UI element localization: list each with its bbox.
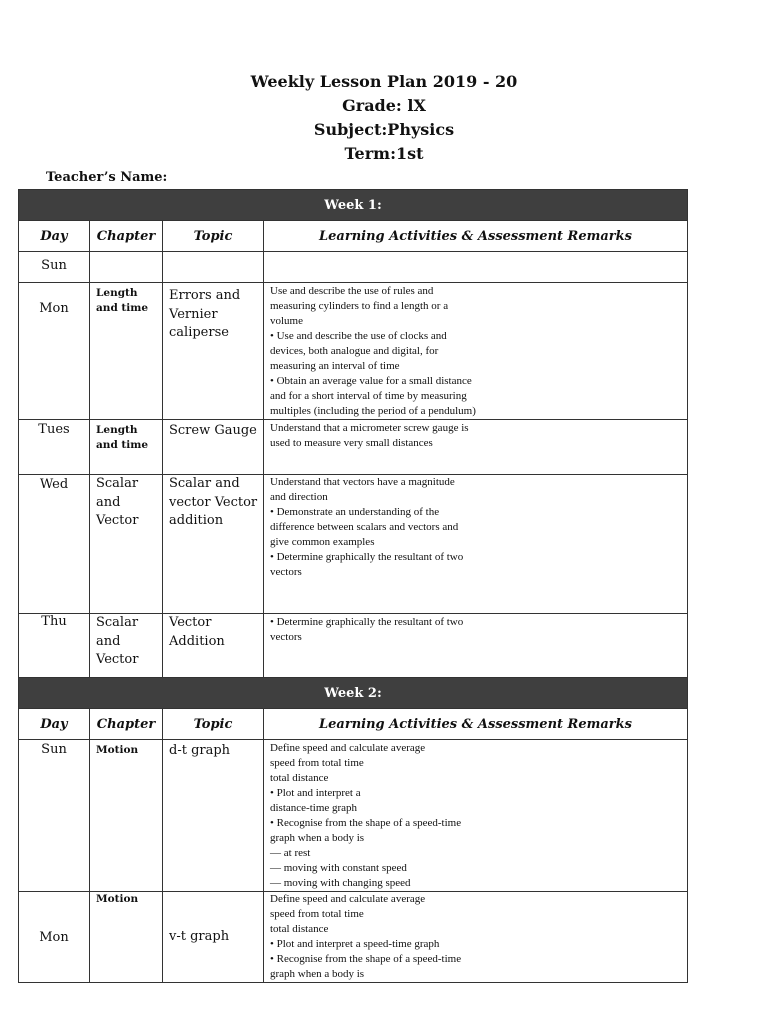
row-day: Wed <box>19 475 90 614</box>
col-day: Day <box>19 709 90 740</box>
row-topic: v-t graph <box>163 892 264 983</box>
row-topic: d-t graph <box>163 740 264 892</box>
week-1-title: Week 1: <box>19 190 688 221</box>
week-1-header <box>19 190 688 221</box>
lesson-plan-table <box>18 189 688 983</box>
row-chapter: Length and time <box>90 420 163 475</box>
doc-title: Weekly Lesson Plan 2019 - 20 <box>250 72 518 91</box>
row-topic: Scalar and vector Vector addition <box>163 475 264 614</box>
row-topic: Vector Addition <box>163 614 264 678</box>
row-activities <box>264 252 688 283</box>
row-chapter: Length and time <box>90 283 163 420</box>
row-day: Sun <box>19 252 90 283</box>
col-activities: Learning Activities & Assessment Remarks <box>264 709 688 740</box>
table-row <box>19 892 688 983</box>
row-topic <box>163 252 264 283</box>
column-header-row <box>19 709 688 740</box>
col-day: Day <box>19 221 90 252</box>
term-line: Term:1st <box>344 144 424 163</box>
row-topic: Errors and Vernier caliperse <box>163 283 264 420</box>
week-2-title: Week 2: <box>19 678 688 709</box>
row-chapter: Scalar and Vector <box>90 614 163 678</box>
table-row <box>19 420 688 475</box>
row-chapter <box>90 252 163 283</box>
row-day: Sun <box>19 740 90 892</box>
row-activities: Understand that vectors have a magnitude and direction • Demonstrate an understanding of the difference between scalars and vectors and give common examples • Determine graphically the resultant of two vectors <box>264 475 688 614</box>
table-row <box>19 475 688 614</box>
column-header-row <box>19 221 688 252</box>
table-row <box>19 283 688 420</box>
col-activities: Learning Activities & Assessment Remarks <box>264 221 688 252</box>
teacher-name-label: Teacher’s Name: <box>46 170 168 185</box>
grade-line: Grade: lX <box>342 96 426 115</box>
row-activities: Understand that a micrometer screw gauge is used to measure very small distances <box>264 420 688 475</box>
row-day: Mon <box>19 892 90 983</box>
row-day: Thu <box>19 614 90 678</box>
table-row <box>19 614 688 678</box>
row-chapter: Scalar and Vector <box>90 475 163 614</box>
col-chapter: Chapter <box>90 221 163 252</box>
row-activities: Define speed and calculate average speed from total time total distance • Plot and interpret a speed-time graph • Recognise from the shape of a speed-time graph when a body is <box>264 892 688 983</box>
row-activities: Define speed and calculate average speed from total time total distance • Plot and interpret a distance-time graph • Recognise from the shape of a speed-time graph when a body is — at rest — moving with constant speed — moving with changing speed <box>264 740 688 892</box>
row-topic: Screw Gauge <box>163 420 264 475</box>
week-2-header <box>19 678 688 709</box>
subject-line: Subject:Physics <box>313 120 455 139</box>
col-chapter: Chapter <box>90 709 163 740</box>
table-row <box>19 740 688 892</box>
row-day: Tues <box>19 420 90 475</box>
row-activities: Use and describe the use of rules and measuring cylinders to find a length or a volume • Use and describe the use of clocks and devices, both analogue and digital, for measuring an interval of time • Obtain an average value for a small distance and for a short interval of time by measuring multiples (including the period of a pendulum) <box>264 283 688 420</box>
row-chapter: Motion <box>90 740 163 892</box>
row-activities: • Determine graphically the resultant of two vectors <box>264 614 688 678</box>
col-topic: Topic <box>163 221 264 252</box>
row-day: Mon <box>19 283 90 420</box>
col-topic: Topic <box>163 709 264 740</box>
row-chapter: Motion <box>90 892 163 983</box>
table-row <box>19 252 688 283</box>
